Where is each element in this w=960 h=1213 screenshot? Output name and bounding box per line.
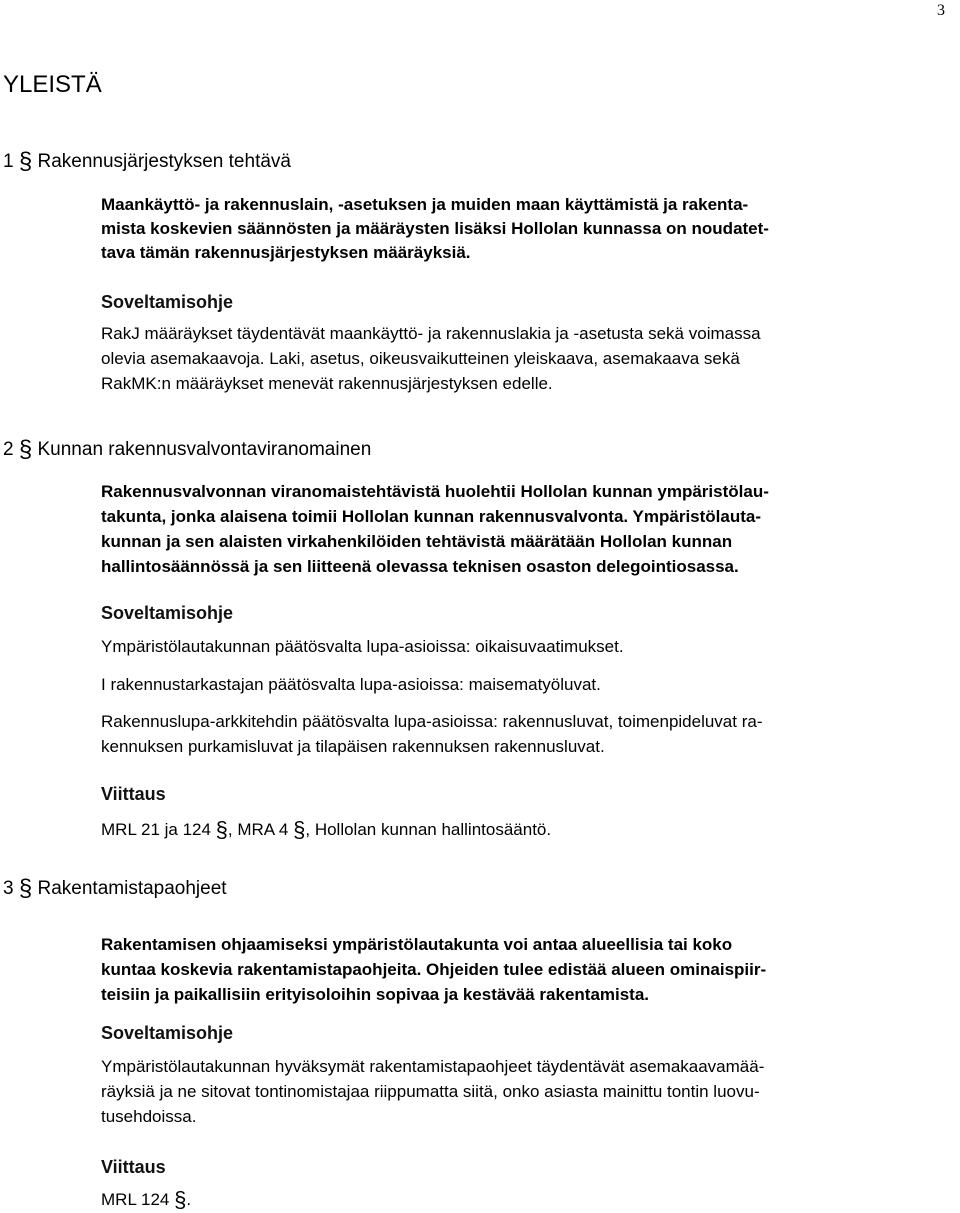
page-title: YLEISTÄ [3, 71, 102, 98]
section-sign: § [18, 875, 33, 902]
section-3-guide-label: Soveltamisohje [101, 1023, 234, 1043]
section-1-heading [3, 148, 291, 176]
section-3-heading [3, 875, 227, 903]
section-sign: § [293, 817, 306, 842]
section-2-guide-label: Soveltamisohje [101, 603, 234, 623]
section-sign: § [18, 436, 33, 463]
section-1-main-text: Maankäyttö- ja rakennuslain, -asetuksen ja muiden maan käyttämistä ja rakenta- mista koskevien säännösten ja määräysten lisäksi Hollolan kunnassa on noudatet- tava tämän rakennusjärjestyksen määräyksiä. [101, 195, 769, 262]
section-2-heading [3, 436, 371, 464]
section-sign: § [18, 148, 33, 175]
section-number: 2 [3, 439, 14, 460]
section-title: Rakentamistapaohjeet [37, 878, 227, 899]
section-2-main-text: Rakennusvalvonnan viranomaistehtävistä huolehtii Hollolan kunnan ympäristölau- takunta, jonka alaisena toimii Hollolan kunnan rakennusvalvonta. Ympäristölauta- kunnan ja sen alaisten virkahenkilöiden tehtävistä määrätään Hollolan kunnan hallintosäännössä ja sen liitteenä olevassa teknisen osaston delegointiosassa. [101, 482, 769, 576]
section-title: Rakennusjärjestyksen tehtävä [37, 151, 291, 172]
section-2-guide-p3: Rakennuslupa-arkkitehdin päätösvalta lupa-asioissa: rakennusluvat, toimenpideluvat ra- kennuksen purkamisluvat ja tilapäisen rakennuksen rakennusluvat. [101, 712, 763, 756]
section-3-ref-text: MRL 124 §. [101, 1187, 192, 1212]
section-title: Kunnan rakennusvalvontaviranomainen [37, 439, 372, 460]
section-3-ref-label: Viittaus [101, 1157, 166, 1177]
section-3-main-text: Rakentamisen ohjaamiseksi ympäristölautakunta voi antaa alueellisia tai koko kuntaa koskevia rakentamistapaohjeita. Ohjeiden tulee edistää alueen ominaispiir- teisiin ja paikallisiin erityisoloihin sopivaa ja kestävää rakentamista. [101, 935, 767, 1004]
section-2-ref-label: Viittaus [101, 784, 166, 804]
section-1-guide-text: RakJ määräykset täydentävät maankäyttö- ja rakennuslakia ja -asetusta sekä voimassa olevia asemakaavoja. Laki, asetus, oikeusvaikutteinen yleiskaava, asemakaava sekä RakMK:n määräykset menevät rakennusjärjestyksen edelle. [101, 324, 761, 393]
section-2-guide-p2: I rakennustarkastajan päätösvalta lupa-asioissa: maisematyöluvat. [101, 675, 601, 694]
section-number: 1 [3, 151, 14, 172]
section-number: 3 [3, 878, 14, 899]
section-sign: § [215, 817, 228, 842]
section-1-guide-label: Soveltamisohje [101, 292, 234, 312]
section-sign: § [174, 1187, 187, 1212]
section-2-guide-p1: Ympäristölautakunnan päätösvalta lupa-asioissa: oikaisuvaatimukset. [101, 637, 624, 656]
section-2-ref-text: MRL 21 ja 124 §, MRA 4 §, Hollolan kunnan hallintosääntö. [101, 817, 552, 842]
page-number: 3 [937, 2, 945, 19]
section-3-guide-text: Ympäristölautakunnan hyväksymät rakentamistapaohjeet täydentävät asemakaavamää- räyksiä ja ne sitovat tontinomistajaa riippumatta siitä, onko asiasta mainittu tontin luovu- tusehdoissa. [101, 1057, 765, 1126]
